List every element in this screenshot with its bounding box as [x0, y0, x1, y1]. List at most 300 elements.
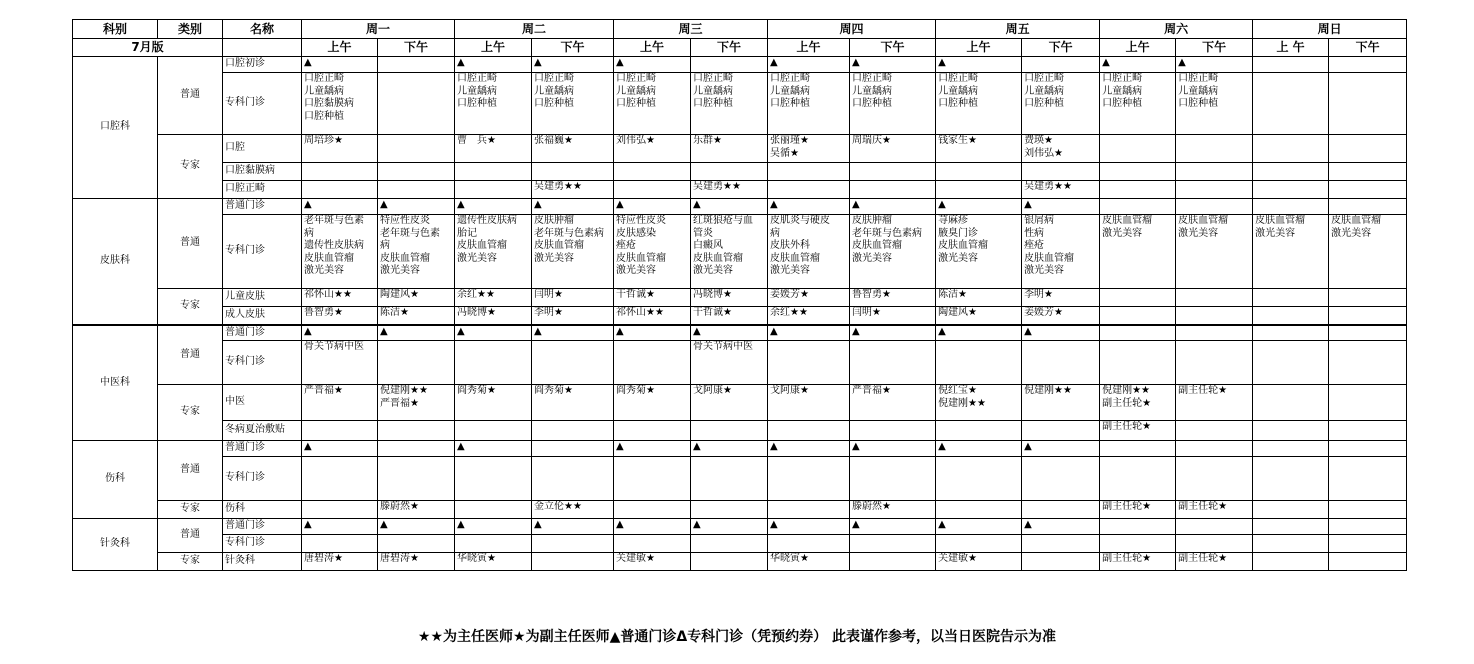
schedule-cell [768, 535, 850, 553]
clinic-name-cell: 专科门诊 [223, 535, 302, 553]
category-cell: 专家 [158, 135, 223, 199]
schedule-cell: 倪红宝★ 倪建刚★★ [936, 385, 1022, 421]
schedule-cell [1253, 441, 1329, 457]
schedule-cell: 滕蔚然★ [850, 501, 936, 519]
schedule-cell [1329, 441, 1407, 457]
schedule-cell [1253, 553, 1329, 571]
schedule-cell: ▲ [768, 441, 850, 457]
schedule-cell: ▲ [455, 199, 532, 215]
schedule-cell: 刘伟弘★ [614, 135, 691, 163]
schedule-cell: 吴建勇★★ [691, 181, 768, 199]
header-pm: 下午 [1176, 39, 1253, 57]
schedule-cell: 红斑狼疮与血 管炎 白癜风 皮肤血管瘤 激光美容 [691, 215, 768, 289]
schedule-cell: 金立伦★★ [532, 501, 614, 519]
clinic-name-cell: 针灸科 [223, 553, 302, 571]
schedule-cell [614, 421, 691, 441]
schedule-cell [1329, 385, 1407, 421]
schedule-cell: ▲ [455, 57, 532, 73]
schedule-cell [936, 421, 1022, 441]
schedule-cell [768, 501, 850, 519]
schedule-row [73, 73, 1407, 135]
schedule-cell [532, 341, 614, 385]
schedule-cell [691, 57, 768, 73]
schedule-cell [302, 535, 378, 553]
schedule-cell: ▲ [691, 199, 768, 215]
schedule-cell: 皮肤血管瘤 激光美容 [1176, 215, 1253, 289]
schedule-cell: ▲ [532, 325, 614, 341]
schedule-cell: ▲ [532, 199, 614, 215]
schedule-cell: 口腔正畸 儿童龋病 口腔种植 [768, 73, 850, 135]
header-blank [223, 39, 302, 57]
schedule-cell [1329, 341, 1407, 385]
schedule-cell: ▲ [614, 441, 691, 457]
schedule-cell [768, 457, 850, 501]
schedule-cell [1253, 535, 1329, 553]
schedule-cell: 戈阿康★ [768, 385, 850, 421]
schedule-cell: 口腔正畸 儿童龋病 口腔种植 [614, 73, 691, 135]
header-pm: 下午 [1329, 39, 1407, 57]
schedule-cell [1329, 325, 1407, 341]
schedule-cell: 姜媛芳★ [768, 289, 850, 307]
schedule-cell: 倪建刚★★ 副主任轮★ [1100, 385, 1176, 421]
schedule-cell: ▲ [302, 57, 378, 73]
header-pm: 下午 [691, 39, 768, 57]
schedule-cell [1100, 181, 1176, 199]
schedule-cell [378, 181, 455, 199]
schedule-cell: ▲ [302, 519, 378, 535]
schedule-row [73, 501, 1407, 519]
schedule-cell: 特应性皮炎 老年斑与色素 病 皮肤血管瘤 激光美容 [378, 215, 455, 289]
schedule-cell: ▲ [614, 199, 691, 215]
schedule-cell [614, 181, 691, 199]
legend-footer: ★★为主任医师★为副主任医师▲普通门诊Δ专科门诊（凭预约券） 此表谨作参考，以当日医院告示为准 [417, 629, 1057, 645]
category-cell: 专家 [158, 501, 223, 519]
schedule-cell: 陈洁★ [936, 289, 1022, 307]
schedule-cell [1329, 307, 1407, 325]
clinic-name-cell: 冬病夏治敷贴 [223, 421, 302, 441]
schedule-cell [1022, 421, 1100, 441]
schedule-cell [1329, 421, 1407, 441]
schedule-cell [455, 181, 532, 199]
schedule-cell: 戈阿康★ [691, 385, 768, 421]
schedule-cell: 鲁智勇★ [302, 307, 378, 325]
schedule-cell [455, 535, 532, 553]
schedule-cell [1176, 325, 1253, 341]
schedule-cell [302, 181, 378, 199]
schedule-row [73, 199, 1407, 215]
schedule-cell: 祁怀山★★ [614, 307, 691, 325]
schedule-cell [455, 501, 532, 519]
schedule-cell: 阎秀菊★ [455, 385, 532, 421]
header-pm: 下午 [378, 39, 455, 57]
schedule-cell: 干哲诚★ [691, 307, 768, 325]
schedule-cell [1253, 421, 1329, 441]
schedule-cell: 冯晓博★ [691, 289, 768, 307]
schedule-cell: 周瑞庆★ [850, 135, 936, 163]
schedule-cell: 骨关节病中医 [691, 341, 768, 385]
schedule-cell [1329, 553, 1407, 571]
schedule-cell: 吴建勇★★ [532, 181, 614, 199]
schedule-cell [378, 535, 455, 553]
schedule-cell: 口腔正畸 儿童龋病 口腔种植 [936, 73, 1022, 135]
schedule-row [73, 325, 1407, 341]
schedule-cell: 曹 兵★ [455, 135, 532, 163]
schedule-cell [1253, 501, 1329, 519]
schedule-cell: 皮肤肿瘤 老年斑与色素病 皮肤血管瘤 激光美容 [850, 215, 936, 289]
header-am: 上 午 [1253, 39, 1329, 57]
schedule-cell: ▲ [768, 519, 850, 535]
clinic-name-cell: 专科门诊 [223, 73, 302, 135]
header-am: 上午 [1100, 39, 1176, 57]
schedule-cell [850, 421, 936, 441]
clinic-name-cell: 口腔正畸 [223, 181, 302, 199]
header-day-sat: 周六 [1100, 20, 1253, 39]
schedule-row [73, 441, 1407, 457]
clinic-name-cell: 专科门诊 [223, 215, 302, 289]
schedule-cell: 阎秀菊★ [614, 385, 691, 421]
schedule-cell: ▲ [378, 519, 455, 535]
schedule-cell [1100, 341, 1176, 385]
schedule-cell: ▲ [1022, 199, 1100, 215]
header-day-thu: 周四 [768, 20, 936, 39]
schedule-cell [850, 457, 936, 501]
schedule-cell [614, 163, 691, 181]
schedule-cell: ▲ [1022, 519, 1100, 535]
schedule-cell: ▲ [936, 199, 1022, 215]
schedule-cell [1022, 457, 1100, 501]
schedule-cell [378, 73, 455, 135]
schedule-cell: ▲ [302, 325, 378, 341]
header-day-mon: 周一 [302, 20, 455, 39]
schedule-cell: ▲ [691, 325, 768, 341]
schedule-cell: ▲ [691, 441, 768, 457]
schedule-cell: 银屑病 性病 痤疮 皮肤血管瘤 激光美容 [1022, 215, 1100, 289]
header-day-tue: 周二 [455, 20, 614, 39]
schedule-cell [1100, 163, 1176, 181]
header-am: 上午 [936, 39, 1022, 57]
schedule-cell: ▲ [614, 325, 691, 341]
schedule-cell [532, 441, 614, 457]
schedule-cell: 陈洁★ [378, 307, 455, 325]
schedule-cell [936, 535, 1022, 553]
schedule-cell: 华晓寅★ [768, 553, 850, 571]
schedule-cell [532, 535, 614, 553]
schedule-cell: ▲ [614, 519, 691, 535]
schedule-row [73, 215, 1407, 289]
schedule-cell [691, 553, 768, 571]
schedule-cell [1329, 73, 1407, 135]
schedule-cell: ▲ [455, 441, 532, 457]
schedule-row [73, 535, 1407, 553]
schedule-cell: 祁怀山★★ [302, 289, 378, 307]
schedule-cell: 荨麻疹 腋臭门诊 皮肤血管瘤 激光美容 [936, 215, 1022, 289]
schedule-cell: 特应性皮炎 皮肤感染 痤疮 皮肤血管瘤 激光美容 [614, 215, 691, 289]
header-pm: 下午 [1022, 39, 1100, 57]
schedule-cell: ▲ [768, 325, 850, 341]
schedule-cell [1253, 73, 1329, 135]
schedule-cell: ▲ [378, 325, 455, 341]
schedule-cell: 张丽瑾★ 吴循★ [768, 135, 850, 163]
schedule-cell: 副主任轮★ [1100, 553, 1176, 571]
schedule-cell [1022, 501, 1100, 519]
schedule-cell: 皮肤血管瘤 激光美容 [1100, 215, 1176, 289]
schedule-cell [1253, 199, 1329, 215]
schedule-cell: 费瑛★ 刘伟弘★ [1022, 135, 1100, 163]
header-row-halves [73, 39, 1407, 57]
schedule-cell: 余红★★ [455, 289, 532, 307]
header-day-sun: 周日 [1253, 20, 1407, 39]
schedule-cell [1176, 199, 1253, 215]
schedule-cell [1253, 57, 1329, 73]
schedule-cell [1253, 289, 1329, 307]
schedule-cell: 严晋福★ [302, 385, 378, 421]
schedule-cell [1176, 519, 1253, 535]
schedule-cell: 干哲诚★ [614, 289, 691, 307]
schedule-cell: ▲ [768, 199, 850, 215]
dept-cell: 伤科 [73, 441, 158, 519]
schedule-cell: ▲ [1100, 57, 1176, 73]
schedule-cell: 老年斑与色素 病 遗传性皮肤病 皮肤血管瘤 激光美容 [302, 215, 378, 289]
schedule-cell [1176, 181, 1253, 199]
schedule-cell [532, 421, 614, 441]
schedule-cell: 鲁智勇★ [850, 289, 936, 307]
schedule-cell: 唐碧涛★ [378, 553, 455, 571]
schedule-cell: 周培珍★ [302, 135, 378, 163]
dept-cell: 中医科 [73, 325, 158, 441]
schedule-row [73, 135, 1407, 163]
schedule-cell [455, 457, 532, 501]
schedule-cell [1022, 553, 1100, 571]
schedule-cell: 李明★ [1022, 289, 1100, 307]
schedule-cell: 钱家生★ [936, 135, 1022, 163]
schedule-cell [1100, 325, 1176, 341]
schedule-cell [378, 163, 455, 181]
schedule-cell: 余红★★ [768, 307, 850, 325]
schedule-cell [691, 457, 768, 501]
schedule-cell: 关建敏★ [936, 553, 1022, 571]
header-am: 上午 [768, 39, 850, 57]
schedule-cell: ▲ [302, 441, 378, 457]
schedule-cell [1253, 385, 1329, 421]
schedule-cell [850, 341, 936, 385]
schedule-cell [1176, 307, 1253, 325]
schedule-cell: ▲ [850, 519, 936, 535]
header-am: 上午 [302, 39, 378, 57]
clinic-name-cell: 专科门诊 [223, 457, 302, 501]
schedule-cell: ▲ [455, 325, 532, 341]
schedule-cell: 闫明★ [532, 289, 614, 307]
schedule-cell [768, 181, 850, 199]
schedule-cell [1253, 325, 1329, 341]
schedule-cell: ▲ [936, 57, 1022, 73]
schedule-row [73, 341, 1407, 385]
schedule-row [73, 307, 1407, 325]
schedule-cell: 口腔正畸 儿童龋病 口腔种植 [1100, 73, 1176, 135]
clinic-name-cell: 专科门诊 [223, 341, 302, 385]
schedule-cell: 口腔正畸 儿童龋病 口腔种植 [1176, 73, 1253, 135]
schedule-cell [1329, 57, 1407, 73]
schedule-cell [1100, 519, 1176, 535]
header-dept: 科别 [73, 20, 158, 39]
schedule-cell: 滕蔚然★ [378, 501, 455, 519]
schedule-cell [691, 535, 768, 553]
schedule-cell [691, 163, 768, 181]
header-type: 类别 [158, 20, 223, 39]
schedule-cell: ▲ [936, 519, 1022, 535]
header-day-wed: 周三 [614, 20, 768, 39]
schedule-cell: 副主任轮★ [1176, 501, 1253, 519]
schedule-cell: ▲ [850, 441, 936, 457]
schedule-cell: 严晋福★ [850, 385, 936, 421]
schedule-cell: 唐碧涛★ [302, 553, 378, 571]
schedule-row [73, 163, 1407, 181]
schedule-cell [691, 501, 768, 519]
schedule-cell [1022, 163, 1100, 181]
clinic-name-cell: 口腔 [223, 135, 302, 163]
schedule-cell [1176, 135, 1253, 163]
schedule-cell [1100, 289, 1176, 307]
schedule-cell [302, 421, 378, 441]
schedule-cell: 吴建勇★★ [1022, 181, 1100, 199]
schedule-cell [532, 163, 614, 181]
schedule-cell [1022, 57, 1100, 73]
schedule-cell [302, 501, 378, 519]
clinic-name-cell: 儿童皮肤 [223, 289, 302, 307]
schedule-cell [1176, 535, 1253, 553]
schedule-cell [1176, 341, 1253, 385]
schedule-cell: 口腔正畸 儿童龋病 口腔种植 [691, 73, 768, 135]
schedule-cell: 陶建风★ [936, 307, 1022, 325]
schedule-cell [378, 341, 455, 385]
clinic-name-cell: 普通门诊 [223, 519, 302, 535]
schedule-cell: 皮肤血管瘤 激光美容 [1329, 215, 1407, 289]
schedule-cell: ▲ [614, 57, 691, 73]
clinic-name-cell: 伤科 [223, 501, 302, 519]
schedule-cell [1329, 519, 1407, 535]
schedule-cell [614, 535, 691, 553]
schedule-cell [378, 457, 455, 501]
schedule-cell: ▲ [378, 199, 455, 215]
schedule-cell [936, 501, 1022, 519]
schedule-cell: 口腔正畸 儿童龋病 口腔种植 [532, 73, 614, 135]
schedule-cell [614, 501, 691, 519]
category-cell: 普通 [158, 57, 223, 135]
schedule-cell [532, 553, 614, 571]
schedule-cell [455, 163, 532, 181]
schedule-cell: 口腔正畸 儿童龋病 口腔种植 [850, 73, 936, 135]
schedule-cell [936, 181, 1022, 199]
schedule-cell [850, 553, 936, 571]
schedule-cell [1329, 181, 1407, 199]
schedule-cell: ▲ [532, 519, 614, 535]
schedule-cell [1176, 289, 1253, 307]
schedule-cell [1329, 535, 1407, 553]
clinic-name-cell: 普通门诊 [223, 199, 302, 215]
schedule-cell: ▲ [691, 519, 768, 535]
category-cell: 普通 [158, 199, 223, 289]
schedule-cell: 倪建刚★★ 严晋福★ [378, 385, 455, 421]
schedule-cell: ▲ [850, 199, 936, 215]
schedule-cell [936, 341, 1022, 385]
category-cell: 普通 [158, 325, 223, 385]
schedule-cell [378, 421, 455, 441]
schedule-cell: 陶建风★ [378, 289, 455, 307]
schedule-cell: ▲ [936, 325, 1022, 341]
schedule-row [73, 181, 1407, 199]
schedule-cell: 冯晓博★ [455, 307, 532, 325]
schedule-cell: ▲ [532, 57, 614, 73]
schedule-row [73, 457, 1407, 501]
header-pm: 下午 [532, 39, 614, 57]
header-am: 上午 [614, 39, 691, 57]
schedule-cell [378, 441, 455, 457]
schedule-cell [1100, 199, 1176, 215]
schedule-cell [1100, 441, 1176, 457]
clinic-name-cell: 普通门诊 [223, 441, 302, 457]
schedule-cell: ▲ [936, 441, 1022, 457]
schedule-cell [1176, 163, 1253, 181]
schedule-cell [1329, 289, 1407, 307]
schedule-cell [1253, 307, 1329, 325]
schedule-cell: ▲ [1176, 57, 1253, 73]
schedule-cell [1253, 163, 1329, 181]
clinic-name-cell: 成人皮肤 [223, 307, 302, 325]
schedule-cell [1100, 535, 1176, 553]
schedule-cell: 遗传性皮肤病 胎记 皮肤血管瘤 激光美容 [455, 215, 532, 289]
clinic-name-cell: 口腔初诊 [223, 57, 302, 73]
schedule-row [73, 421, 1407, 441]
schedule-cell: ▲ [302, 199, 378, 215]
schedule-cell [1253, 519, 1329, 535]
schedule-cell: ▲ [1022, 325, 1100, 341]
header-name: 名称 [223, 20, 302, 39]
clinic-schedule-table [72, 19, 1407, 571]
dept-cell: 口腔科 [73, 57, 158, 199]
schedule-cell [691, 421, 768, 441]
schedule-cell [1022, 341, 1100, 385]
dept-cell: 针灸科 [73, 519, 158, 571]
schedule-cell [1100, 307, 1176, 325]
schedule-cell: ▲ [850, 325, 936, 341]
header-pm: 下午 [850, 39, 936, 57]
schedule-cell [1100, 457, 1176, 501]
header-row-days [73, 20, 1407, 39]
schedule-cell [1022, 535, 1100, 553]
header-am: 上午 [455, 39, 532, 57]
schedule-cell [850, 535, 936, 553]
category-cell: 专家 [158, 553, 223, 571]
schedule-cell [1329, 199, 1407, 215]
schedule-cell [1329, 135, 1407, 163]
schedule-cell: 副主任轮★ [1176, 553, 1253, 571]
schedule-cell [614, 341, 691, 385]
category-cell: 专家 [158, 289, 223, 325]
schedule-cell [378, 135, 455, 163]
schedule-cell: 口腔正畸 儿童龋病 口腔种植 [455, 73, 532, 135]
schedule-cell [1176, 421, 1253, 441]
schedule-cell [532, 457, 614, 501]
schedule-cell: ▲ [768, 57, 850, 73]
schedule-cell [455, 421, 532, 441]
schedule-cell: 副主任轮★ [1100, 421, 1176, 441]
schedule-cell: 倪建刚★★ [1022, 385, 1100, 421]
schedule-cell [302, 457, 378, 501]
category-cell: 普通 [158, 519, 223, 553]
schedule-cell: 副主任轮★ [1176, 385, 1253, 421]
schedule-row [73, 385, 1407, 421]
schedule-cell [302, 163, 378, 181]
schedule-cell [1176, 441, 1253, 457]
